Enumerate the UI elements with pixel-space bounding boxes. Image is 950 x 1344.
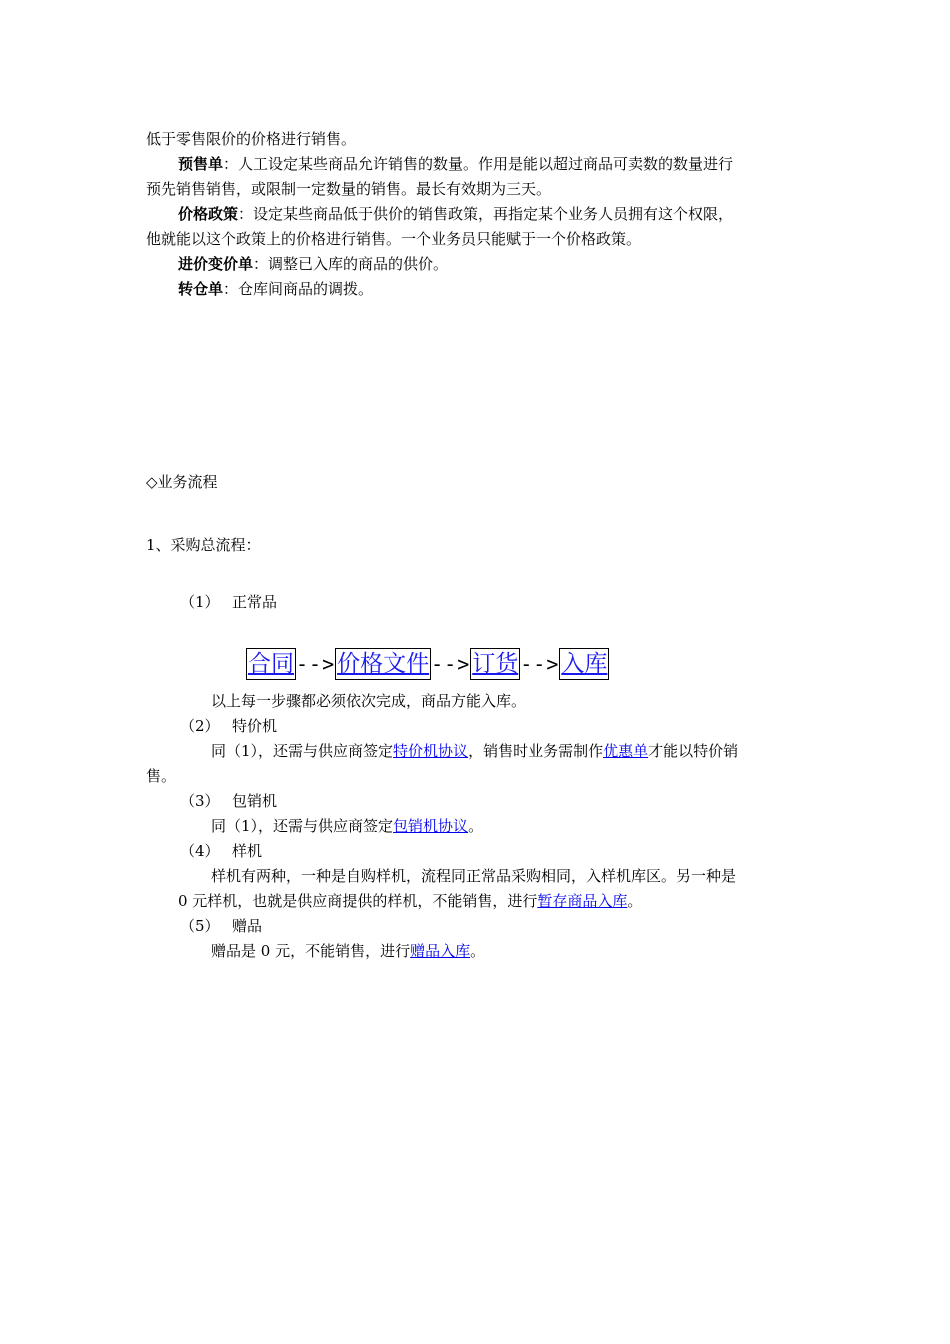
- item-description: [211, 741, 738, 761]
- paragraph-text: 低于零售限价的价格进行销售。: [146, 130, 357, 148]
- item-number: （2）: [180, 717, 220, 735]
- paragraph-text: 预先销售销售，或限制一定数量的销售。最长有效期为三天。: [146, 180, 552, 198]
- paragraph-text: 同（1），还需与供应商签定: [211, 742, 394, 760]
- paragraph-text: 赠品是 0 元，不能销售，进行: [211, 942, 411, 960]
- subsection-heading: 1、采购总流程：: [146, 536, 261, 554]
- link-exclusive-sales-agreement[interactable]: 包销机协议: [393, 817, 469, 835]
- item-label: 样机: [232, 842, 263, 860]
- term-transfer: 转仓单: [178, 280, 224, 298]
- item-number: （1）: [180, 593, 220, 611]
- paragraph-text: ：设定某些商品低于供价的销售政策，再指定某个业务人员拥有这个权限，: [238, 205, 734, 223]
- paragraph-text: 。: [468, 817, 484, 835]
- list-item-gift: [180, 916, 262, 936]
- paragraph-text: 0 元样机，也就是供应商提供的样机，不能销售，进行: [178, 892, 538, 910]
- item-description: [211, 941, 485, 961]
- paragraph-retail-limit-tail: [146, 129, 356, 149]
- flow-step-stock-in[interactable]: 入库: [559, 648, 609, 680]
- list-item-exclusive: [180, 791, 277, 811]
- flow-arrow: -->: [520, 652, 560, 676]
- paragraph-text: ：仓库间商品的调拨。: [223, 280, 374, 298]
- flow-note: 以上每一步骤都必须依次完成，商品方能入库。: [211, 692, 527, 710]
- item-number: （5）: [180, 917, 220, 935]
- item-description: [211, 816, 483, 836]
- item-description-cont: [178, 891, 642, 911]
- paragraph-text: ：调整已入库的商品的供价。: [253, 255, 449, 273]
- flow-arrow: -->: [431, 652, 471, 676]
- item-label: 特价机: [232, 717, 278, 735]
- paragraph-text: ：人工设定某些商品允许销售的数量。作用是能以超过商品可卖数的数量进行: [223, 155, 734, 173]
- purchase-flow-diagram: [246, 648, 609, 680]
- paragraph-text: 。: [627, 892, 643, 910]
- paragraph-purchase-price-change: [178, 254, 448, 274]
- item-label: 赠品: [232, 917, 263, 935]
- term-price-policy: 价格政策: [178, 205, 239, 223]
- list-item-sample: [180, 841, 262, 861]
- flow-step-price-file[interactable]: 价格文件: [335, 648, 431, 680]
- list-item-special-price: [180, 716, 277, 736]
- term-presale: 预售单: [178, 155, 224, 173]
- paragraph-price-policy: [178, 204, 733, 224]
- item-description-cont: 售。: [146, 767, 177, 785]
- flow-arrow: -->: [296, 652, 336, 676]
- item-label: 包销机: [232, 792, 278, 810]
- item-label: 正常品: [232, 593, 278, 611]
- paragraph-text: ，销售时业务需制作: [468, 742, 604, 760]
- paragraph-text: 才能以特价销: [648, 742, 739, 760]
- link-gift-stock-in[interactable]: 赠品入库: [410, 942, 471, 960]
- item-description: 样机有两种，一种是自购样机，流程同正常品采购相同，入样机库区。另一种是: [211, 867, 737, 885]
- link-discount-slip[interactable]: 优惠单: [603, 742, 649, 760]
- item-number: （3）: [180, 792, 220, 810]
- list-item-normal: [180, 592, 277, 612]
- section-heading: ◇业务流程: [146, 473, 218, 491]
- item-number: （4）: [180, 842, 220, 860]
- flow-step-contract[interactable]: 合同: [246, 648, 296, 680]
- term-purchase-price-change: 进价变价单: [178, 255, 254, 273]
- paragraph-text: 。: [470, 942, 486, 960]
- link-special-price-agreement[interactable]: 特价机协议: [393, 742, 469, 760]
- flow-step-order[interactable]: 订货: [470, 648, 520, 680]
- paragraph-price-policy-cont: [146, 229, 641, 249]
- paragraph-transfer: [178, 279, 373, 299]
- paragraph-text: 他就能以这个政策上的价格进行销售。一个业务员只能赋于一个价格政策。: [146, 230, 642, 248]
- paragraph-presale: [178, 154, 733, 174]
- link-temporary-stock-in[interactable]: 暂存商品入库: [537, 892, 628, 910]
- paragraph-presale-cont: [146, 179, 551, 199]
- paragraph-text: 同（1），还需与供应商签定: [211, 817, 394, 835]
